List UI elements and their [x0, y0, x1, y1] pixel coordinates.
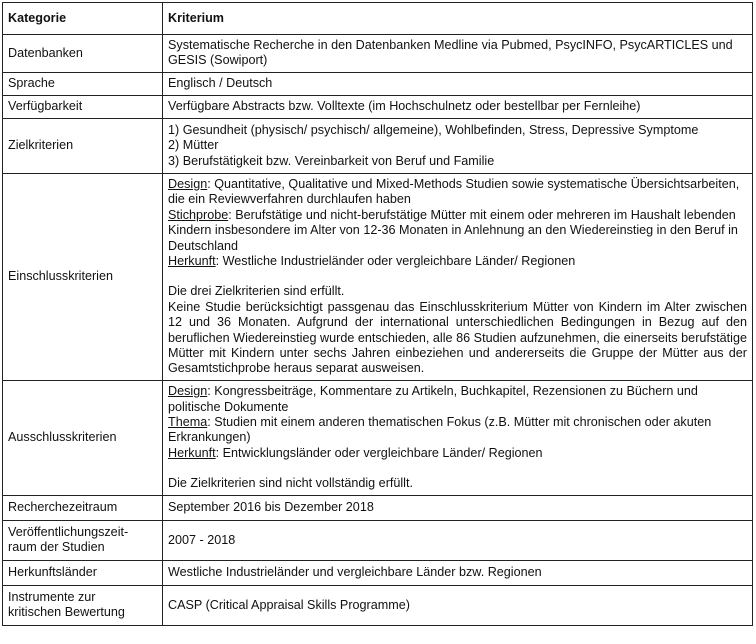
table-row	[3, 95, 753, 118]
table-row	[3, 173, 753, 380]
ausschluss-design-label: Design	[168, 384, 208, 399]
instrumente-label-line1: Instrumente zur	[8, 589, 96, 604]
einschluss-stichprobe-label: Stichprobe	[168, 207, 229, 222]
ausschluss-thema-label: Thema	[168, 414, 208, 429]
einschluss-herkunft	[168, 254, 747, 269]
criteria-table	[2, 2, 753, 626]
table-row	[3, 380, 753, 495]
row-label-datenbanken: Datenbanken	[3, 35, 163, 73]
header-kriterium: Kriterium	[163, 3, 753, 35]
row-text-veroeffentlichung: 2007 - 2018	[163, 520, 753, 560]
ausschluss-herkunft	[168, 446, 747, 461]
table-row	[3, 585, 753, 625]
row-text-sprache: Englisch / Deutsch	[163, 72, 753, 95]
row-text-einschluss	[163, 173, 753, 380]
row-text-herkunftslaender: Westliche Industrieländer und vergleichbare Länder bzw. Regionen	[163, 560, 753, 585]
ausschluss-herkunft-label: Herkunft	[168, 445, 216, 460]
einschluss-stichprobe-text: : Berufstätige und nicht-berufstätige Mütter mit einem oder mehreren im Haushalt lebenden Kindern insbesondere im Alter von 12-36 Monaten in Anlehnung an den Wiedereinstieg in den Beruf in Deutschland	[168, 207, 738, 253]
table-row	[3, 495, 753, 520]
row-label-zielkriterien: Zielkriterien	[3, 118, 163, 173]
einschluss-stichprobe	[168, 208, 747, 254]
zielkriterium-item: 3) Berufstätigkeit bzw. Vereinbarkeit von Beruf und Familie	[168, 153, 495, 168]
einschluss-note: Keine Studie berücksichtigt passgenau das Einschlusskriterium Mütter von Kindern im Alter zwischen 12 und 36 Monaten. Aufgrund der international unterschiedlichen Bedingungen in Bezug auf den beruflichen Wiedereinstieg wurde entschieden, alle 86 Studien aufzunehmen, die einerseits berufstätige Mütter mit Kindern unter sechs Jahren einbeziehen und andererseits die Gruppe der Mütter aus der Gesamtstichprobe heraus separat ausweisen.	[168, 299, 747, 376]
ausschluss-summary: Die Zielkriterien sind nicht vollständig erfüllt.	[168, 476, 413, 491]
header-kategorie: Kategorie	[3, 3, 163, 35]
ausschluss-thema	[168, 415, 747, 446]
einschluss-design-text: : Quantitative, Qualitative und Mixed-Methods Studien sowie systematische Übersichtsarbeiten, die ein Reviewverfahren durchlaufen haben	[168, 176, 740, 207]
row-text-instrumente: CASP (Critical Appraisal Skills Programme)	[163, 585, 753, 625]
row-text-recherchezeitraum: September 2016 bis Dezember 2018	[163, 495, 753, 520]
row-text-datenbanken: Systematische Recherche in den Datenbanken Medline via Pubmed, PsycINFO, PsycARTICLES und GESIS (Sowiport)	[163, 35, 753, 73]
row-label-herkunftslaender: Herkunftsländer	[3, 560, 163, 585]
ausschluss-design-text: : Kongressbeiträge, Kommentare zu Artikeln, Buchkapitel, Rezensionen zu Büchern und politische Dokumente	[168, 384, 698, 414]
zielkriterium-item: 1) Gesundheit (physisch/ psychisch/ allgemeine), Wohlbefinden, Stress, Depressive Symptome	[168, 122, 699, 137]
einschluss-design	[168, 177, 747, 208]
row-label-recherchezeitraum: Recherchezeitraum	[3, 495, 163, 520]
row-label-einschluss: Einschlusskriterien	[3, 173, 163, 380]
einschluss-summary: Die drei Zielkriterien sind erfüllt.	[168, 284, 345, 299]
einschluss-herkunft-text: : Westliche Industrieländer oder vergleichbare Länder/ Regionen	[215, 253, 576, 268]
einschluss-herkunft-label: Herkunft	[168, 253, 216, 268]
table-row	[3, 560, 753, 585]
ausschluss-thema-text: : Studien mit einem anderen thematischen Fokus (z.B. Mütter mit chronischen oder akuten Erkrankungen)	[168, 414, 712, 445]
table-row	[3, 35, 753, 73]
row-text-verfuegbarkeit: Verfügbare Abstracts bzw. Volltexte (im Hochschulnetz oder bestellbar per Fernleihe)	[163, 95, 753, 118]
ausschluss-herkunft-text: : Entwicklungsländer oder vergleichbare Länder/ Regionen	[215, 445, 543, 460]
spacer	[168, 269, 747, 284]
einschluss-design-label: Design	[168, 176, 208, 191]
veroeffentlichung-label-line1: Veröffentlichungszeit-	[8, 524, 129, 539]
instrumente-label-line2: kritischen Bewertung	[8, 605, 125, 620]
row-label-verfuegbarkeit: Verfügbarkeit	[3, 95, 163, 118]
table-row	[3, 118, 753, 173]
zielkriterium-item: 2) Mütter	[168, 138, 219, 153]
table-header-row	[3, 3, 753, 35]
row-label-instrumente	[3, 585, 163, 625]
table-row	[3, 520, 753, 560]
ausschluss-design	[168, 384, 747, 415]
row-label-sprache: Sprache	[3, 72, 163, 95]
row-text-ausschluss	[163, 380, 753, 495]
spacer	[168, 461, 747, 476]
table-row	[3, 72, 753, 95]
row-label-veroeffentlichung	[3, 520, 163, 560]
row-text-zielkriterien	[163, 118, 753, 173]
row-label-ausschluss: Ausschlusskriterien	[3, 380, 163, 495]
veroeffentlichung-label-line2: raum der Studien	[8, 540, 105, 555]
